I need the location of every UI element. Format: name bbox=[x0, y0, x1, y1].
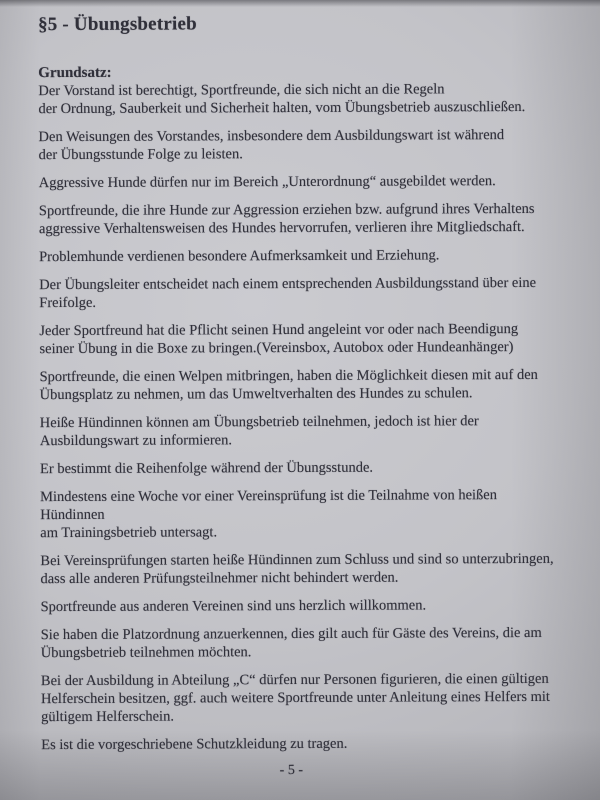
paragraph: Es ist die vorgeschriebene Schutzkleidung zu tragen. bbox=[41, 735, 348, 754]
paragraph: Sie haben die Platzordnung anzuerkennen, dies gilt auch für Gäste des Vereins, die am Übungsbetrieb teilnehmen möchten. bbox=[40, 624, 542, 662]
section-label: Grundsatz: bbox=[38, 64, 112, 82]
paragraph: Bei Vereinsprüfungen starten heiße Hündinnen zum Schluss und sind so unterzubringen, dass alle anderen Prüfungsteilnehmer nicht behindert werden. bbox=[40, 550, 554, 588]
paragraph: Sportfreunde, die ihre Hunde zur Aggression erziehen bzw. aufgrund ihres Verhaltens aggressive Verhaltensweisen des Hundes hervorrufen, verlieren ihre Mitgliedschaft. bbox=[38, 200, 535, 238]
document-page bbox=[38, 11, 555, 780]
paragraph: Der Vorstand ist berechtigt, Sportfreunde, die sich nicht an die Regeln der Ordnung, Sauberkeit und Sicherheit halten, vom Übungsbetrieb auszuschließen. bbox=[38, 81, 526, 118]
paragraph: Jeder Sportfreund hat die Pflicht seinen Hund angeleint vor oder nach Beendigung seiner Übung in die Boxe zu bringen.(Vereinsbox, Autobox oder Hundeanhänger) bbox=[39, 321, 519, 358]
paragraph-list bbox=[38, 80, 555, 754]
paragraph: Sportfreunde, die einen Welpen mitbringen, haben die Möglichkeit diesen mit auf den Übungsplatz zu nehmen, um das Umweltverhalten des Hundes zu schulen. bbox=[39, 366, 538, 404]
paragraph: Aggressive Hunde dürfen nur im Bereich „Unterordnung“ ausgebildet werden. bbox=[38, 173, 496, 192]
paragraph: Problemhunde verdienen besondere Aufmerksamkeit und Erziehung. bbox=[39, 247, 440, 266]
paragraph: Sportfreunde aus anderen Vereinen sind uns herzlich willkommen. bbox=[40, 597, 427, 616]
page-title: §5 - Übungsbetrieb bbox=[38, 13, 197, 36]
paragraph: Mindestens eine Woche vor einer Vereinsprüfung ist die Teilnahme von heißen Hündinnen am Trainingsbetrieb untersagt. bbox=[40, 487, 498, 542]
paragraph: Er bestimmt die Reihenfolge während der Übungsstunde. bbox=[39, 459, 374, 478]
paragraph: Den Weisungen des Vorstandes, insbesondere dem Ausbildungswart ist während der Übungsstunde Folge zu leisten. bbox=[38, 127, 505, 164]
page-number: - 5 - bbox=[279, 762, 303, 779]
paragraph: Der Übungsleiter entscheidet nach einem entsprechenden Ausbildungsstand über eine Freifolge. bbox=[39, 274, 537, 312]
paragraph: Bei der Ausbildung in Abteilung „C“ dürfen nur Personen figurieren, die einen gültigen Helferschein besitzen, ggf. auch weitere Sportfreunde unter Anleitung eines Helfers mit gültigem Helferschein. bbox=[40, 670, 550, 726]
paragraph: Heiße Hündinnen können am Übungsbetrieb teilnehmen, jedoch ist hier der Ausbildungswart zu informieren. bbox=[39, 413, 479, 450]
